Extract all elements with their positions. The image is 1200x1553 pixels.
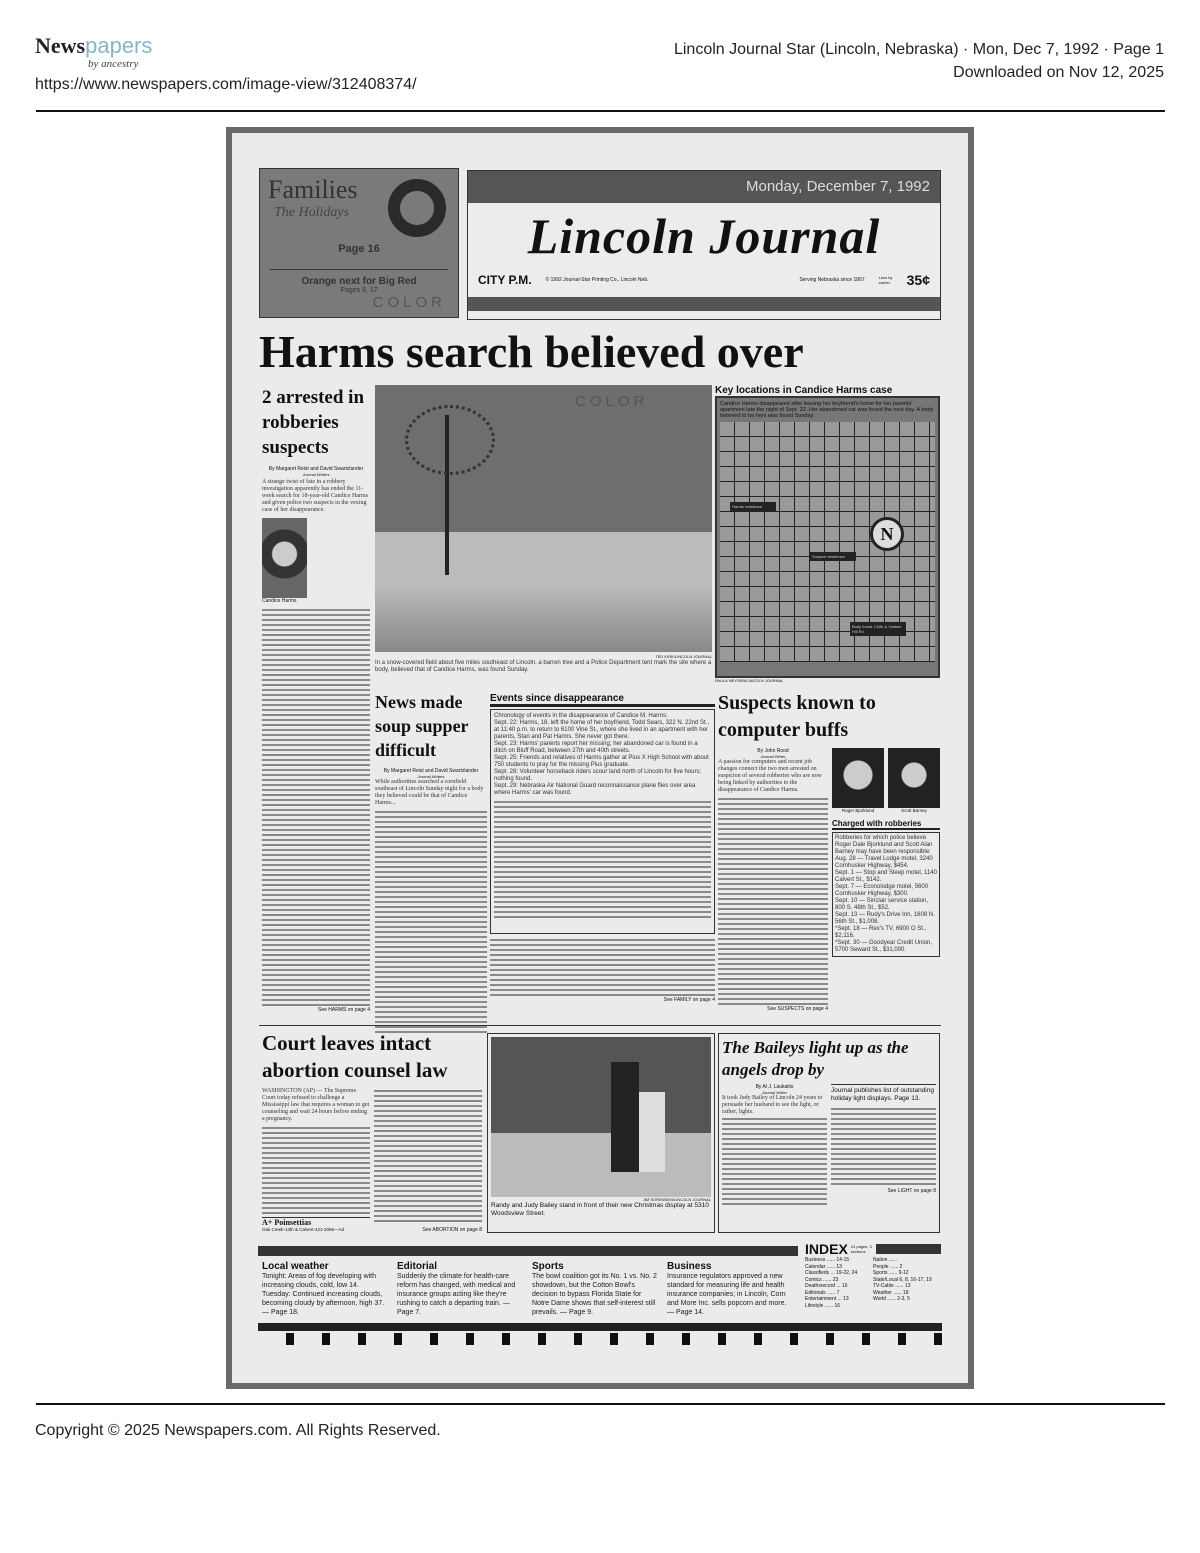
- barney-photo: [888, 748, 940, 808]
- suspects-jump-link[interactable]: See SUSPECTS on page 4: [767, 1006, 828, 1012]
- abortion-jump-link[interactable]: See ABORTION on page 8: [422, 1227, 482, 1233]
- business-teaser[interactable]: Business Insurance regulators approved a new standard for measuring life and health insurance companies; in Lincoln, Corn and More Inc. sells popcorn and more. — Page 14.: [667, 1261, 787, 1316]
- family-jump-link[interactable]: See FAMILY on page 4: [663, 997, 715, 1003]
- masthead: Monday, December 7, 1992 Lincoln Journal CITY P.M. © 1992 Journal-Star Printing Co., Lincoln Neb. Serving Nebraska since 1867 Less by carrier 35¢ COLOR: [467, 170, 941, 320]
- editorial-teaser[interactable]: Editorial Suddenly the climate for health-care reform has changed, with medical and insurance groups acting like they're rushing to catch a departing train. — Page 7.: [397, 1261, 516, 1316]
- harms-jump-link[interactable]: See HARMS on page 4: [318, 1007, 370, 1013]
- arrested-article[interactable]: 2 arrested in robberies suspects By Margaret Reist and David Swartzlander Journal Writers A strange twist of fate in a robbery investigation apparently has ended the 11-week search for 18-year-old Candice Harms and given police two suspects in the vexing case of her disappearance. Candice Harms See HARMS on page 4: [262, 387, 370, 1013]
- map-graphic[interactable]: Key locations in Candice Harms case Candice Harms disappeared after leaving her boyfriend's home for her parents' apartment late the night of Sept. 22. Her abandoned car was found the next day. A body believed to be hers was found Sunday. N Body found 134th & Yankee Hill Rd. Suspect residence Harms residence PAULA NEYSEN/LINCOLN JOURNAL: [715, 385, 940, 683]
- charged-box: Robberies for which police believe Roger Dale Bjorklund and Scott Alan Barney may have been responsible: Aug. 28 — Travel Lodge motel, 3240 Cornhusker Highway, $454. Sept. 1 — Stop and Sleep motel, 1140 Calvert St., $142. Sept. 7 — Econolodge motel, 5600 Cornhusker Highway, $300. Sept. 10 — Sinclair service station, 800 S. 48th St., $52. Sept. 13 — Rudy's Drive Inn, 1608 N. 56th St., $1,008. *Sept. 18 — Rex's TV, 6900 O St., $2,116. *Sept. 30 — Goodyear Credit Union, 5700 Seward St., $31,000.: [832, 832, 940, 957]
- bailey-photo: COLOR: [491, 1037, 711, 1197]
- field-photo: COLOR: [375, 385, 712, 652]
- bailey-photo-box: COLOR JIM SORENSEN/LINCOLN JOURNAL Randy and Judy Bailey stand in front of their new Christmas display at 5310 Woodsview Street.: [487, 1033, 715, 1233]
- newspaper-name: Lincoln Journal: [527, 208, 881, 264]
- wreath-icon: [388, 179, 446, 237]
- copyright: Copyright © 2025 Newspapers.com. All Rights Reserved.: [35, 1422, 441, 1439]
- holiday-promo[interactable]: Families The Holidays Page 16 Orange next for Big Red Pages 9, 17 COLOR: [259, 168, 459, 318]
- newspaper-page: Families The Holidays Page 16 Orange next for Big Red Pages 9, 17 COLOR Monday, December 7, 1992 Lincoln Journal CITY P.M. © 1992 Journal-Star Printing Co., Lincoln Neb. Serving Nebraska since 1867 Less by carrier 35¢ COLOR Harms search believed over 2 arrested in robberies suspects By Margaret Reist and David Swartzlander Journal Writers A strange twist of fate in a robbery investigation apparently has ended the 11-week search for 18-year-old Candice Harms and given police two suspects in the vexing case of her disappearance. Candice Harms See HARMS on page 4 COLOR TED KIRK/LINCOLN JOURNAL In a snow-covered field about five miles southeast of Lincoln, a barren tree and a Police Department tent mark the site where a body, believed that of Candice Harms, was found Sunday. Key locations in Candice Harms case Candice Harms disappeared after leaving her boyfriend's home for her parents' apartment late the night of Sept. 22. Her abandoned car was found the next day. A body believed to be hers was found Sunday. N Body found 134th & Yankee Hill Rd. Suspect residence Harms residence PAULA NEYSEN/LINCOLN JOURNAL News made soup supper difficult By Margaret Reist and David Swartzlander Journal Writers While authorities searched a cornfield southeast of Lincoln Sunday night for a body they believed could be that of Candice Harms... Events since disappearance Chronology of events in the disappearance of Candice M. Harms: Sept. 22: Harms, 18, left the home of her boyfriend, Todd Sears, 322 N. 22nd St., at 11:40 p.m. to return to 6100 Vine St., where she lived in an apartment with her parents, Stan and Pat Harms. She never got there. Sept. 23: Harms' parents report her missing; her abandoned car is found in a ditch on Bluff Road, between 27th and 40th streets. Sept. 25: Friends and relatives of Harms gather at Pius X High School with about 750 students to pray for the missing Pius graduate. Sept. 28: Volunteer horseback riders scour land north of Lincoln for five hours; nothing found. Sept. 29: Nebraska Air National Guard reconnaissance plane flies over area where Harms' car was found. See FAMILY on page 4 Suspects known to computer buffs By John Rood Journal Writer A passion for computers and recent job changes connect the two men arrested on suspicion of several robberies who are now being linked by authorities to the disappearance of Candice Harms. See SUSPECTS on page 4 Roger Bjorklund Scott Barney Charged with robberies Robberies for which police believe Roger Dale Bjorklund and Scott Alan Barney may have been responsible: Aug. 28 — Travel Lodge motel, 3240 Cornhusker Highway, $454. Sept. 1 — Stop and Sleep motel, 1140 Calvert St., $142. Sept. 7 — Econolodge motel, 5600 Cornhusker Highway, $300. Sept. 10 — Sinclair service station, 800 S. 48th St., $52. Sept. 13 — Rudy's Drive Inn, 1608 N. 56th St., $1,008. *Sept. 18 — Rex's TV, 6900 O St., $2,116. *Sept. 30 — Goodyear Credit Union, 5700 Seward St., $31,000. Court leaves intact abortion counsel law WASHINGTON (AP) — The Supreme Court today refused to challenge a Mississippi law that requires a woman to get counseling and wait 24 hours before ending a pregnancy. A+ Poinsettias Oak Creek-13th & Calvert-421-2066—Ad See ABORTION on page 8 COLOR JIM SORENSEN/LINCOLN JOURNAL Randy and Judy Bailey stand in front of their new Christmas display at 5310 Woodsview Street. The Baileys light up as the angels drop by By Al J. Laukaitis Journal Writer It took Judy Bailey of Lincoln 24 years to persuade her husband to see the light, or rather, lights. Journal publishes list of outstanding holiday light displays. Page 13. See LIGHT on page 8 Local weather Tonight: Areas of fog developing with increasing clouds, cold, low 14. Tuesday: Continued increasing clouds, becoming cloudy by afternoon, high 37. — Page 18. Editorial Suddenly the climate for health-care reform has changed, with medical and insurance groups acting like they're rushing to catch a departing train. — Page 7. Sports The bowl coalition got its No. 1 vs. No. 2 showdown, but the Cotton Bowl's decision to bypass Florida State for Notre Dame shows that self-interest still prevails. — Page 9. Business Insurance regulators approved a new standard for measuring life and health insurance companies; in Lincoln, Corn and More Inc. sells popcorn and more. — Page 14. INDEX 24 pages, 3 sections Business ...... 14-15 Calendar ...... 13 Classifieds ... 19-22, 24 Comics ...... 23 Deathsrecord ... 16 Editorials ...... 7 Entertainment ... 13 Lifestyle ...... 16 Nation ...... People ...... 2 Sports ...... 9-12 State/Local 6, 8, 16-17, 19 TV-Cable ...... 13 Weather ...... 18 World ...... 2-3, 5: [232, 133, 968, 1383]
- header-divider: [36, 110, 1165, 112]
- newspaper-page-image[interactable]: [226, 127, 974, 1389]
- bjorklund-photo: [832, 748, 884, 808]
- footer-divider: [36, 1403, 1165, 1405]
- ancestry-byline: by ancestry: [88, 58, 139, 70]
- registration-marks: [258, 1333, 942, 1345]
- compass-icon: N: [870, 517, 904, 551]
- court-article[interactable]: Court leaves intact abortion counsel law WASHINGTON (AP) — The Supreme Court today refused to challenge a Mississippi law that requires a woman to get counseling and wait 24 hours before ending a pregnancy. A+ Poinsettias Oak Creek-13th & Calvert-421-2066—Ad See ABORTION on page 8: [262, 1031, 482, 1233]
- weather-teaser[interactable]: Local weather Tonight: Areas of fog developing with increasing clouds, cold, low 14. Tuesday: Continued increasing clouds, becoming cloudy by afternoon, high 37. — Page 18.: [262, 1261, 385, 1316]
- candice-harms-photo: [262, 518, 307, 598]
- sports-teaser[interactable]: Sports The bowl coalition got its No. 1 vs. No. 2 showdown, but the Cotton Bowl's decision to bypass Florida State for Notre Dame shows that self-interest still prevails. — Page 9.: [532, 1261, 657, 1316]
- light-jump-link[interactable]: See LIGHT on page 8: [887, 1188, 936, 1194]
- suspects-article[interactable]: Suspects known to computer buffs By John Rood Journal Writer A passion for computers and recent job changes connect the two men arrested on suspicion of several robberies who are now being linked by authorities to the disappearance of Candice Harms. See SUSPECTS on page 4 Roger Bjorklund Scott Barney Charged with robberies Robberies for which police believe Roger Dale Bjorklund and Scott Alan Barney may have been responsible: Aug. 28 — Travel Lodge motel, 3240 Cornhusker Highway, $454. Sept. 1 — Stop and Sleep motel, 1140 Calvert St., $142. Sept. 7 — Econolodge motel, 5600 Cornhusker Highway, $300. Sept. 10 — Sinclair service station, 800 S. 48th St., $52. Sept. 13 — Rudy's Drive Inn, 1608 N. 56th St., $1,008. *Sept. 18 — Rex's TV, 6900 O St., $2,116. *Sept. 30 — Goodyear Credit Union, 5700 Seward St., $31,000.: [718, 690, 940, 1012]
- teasers: [262, 1261, 802, 1317]
- main-headline[interactable]: Harms search believed over: [259, 326, 804, 377]
- events-timeline[interactable]: Events since disappearance Chronology of events in the disappearance of Candice M. Harms: Sept. 22: Harms, 18, left the home of her boyfriend, Todd Sears, 322 N. 22nd St., at 11:40 p.m. to return to 6100 Vine St., where she lived in an apartment with her parents, Stan and Pat Harms. She never got there. Sept. 23: Harms' parents report her missing; her abandoned car is found in a ditch on Bluff Road, between 27th and 40th streets. Sept. 25: Friends and relatives of Harms gather at Pius X High School with about 750 students to pray for the missing Pius graduate. Sept. 28: Volunteer horseback riders scour land north of Lincoln for five hours; nothing found. Sept. 29: Nebraska Air National Guard reconnaissance plane flies over area where Harms' car was found. See FAMILY on page 4: [490, 693, 715, 1003]
- baileys-article[interactable]: The Baileys light up as the angels drop by By Al J. Laukaitis Journal Writer It took Judy Bailey of Lincoln 24 years to persuade her husband to see the light, or rather, lights. Journal publishes list of outstanding holiday light displays. Page 13. See LIGHT on page 8: [718, 1033, 940, 1233]
- citation: Lincoln Journal Star (Lincoln, Nebraska) · Mon, Dec 7, 1992 · Page 1 Downloaded on Nov 12, 2025: [673, 41, 1164, 81]
- soup-article[interactable]: News made soup supper difficult By Margaret Reist and David Swartzlander Journal Writers While authorities searched a cornfield southeast of Lincoln Sunday night for a body they believed could be that of Candice Harms...: [375, 690, 487, 1034]
- page-url[interactable]: https://www.newspapers.com/image-view/312408374/: [35, 76, 417, 93]
- newspapers-logo[interactable]: Newspapers: [35, 33, 153, 58]
- index-box[interactable]: INDEX 24 pages, 3 sections Business ...... 14-15 Calendar ...... 13 Classifieds ... 19-22, 24 Comics ...... 23 Deathsrecord ... 16 Editorials ...... 7 Entertainment ... 13 Lifestyle ...... 16 Nation ...... People ...... 2 Sports ...... 9-12 State/Local 6, 8, 16-17, 19 TV-Cable ...... 13 Weather ...... 18 World ...... 2-3, 5: [805, 1241, 941, 1309]
